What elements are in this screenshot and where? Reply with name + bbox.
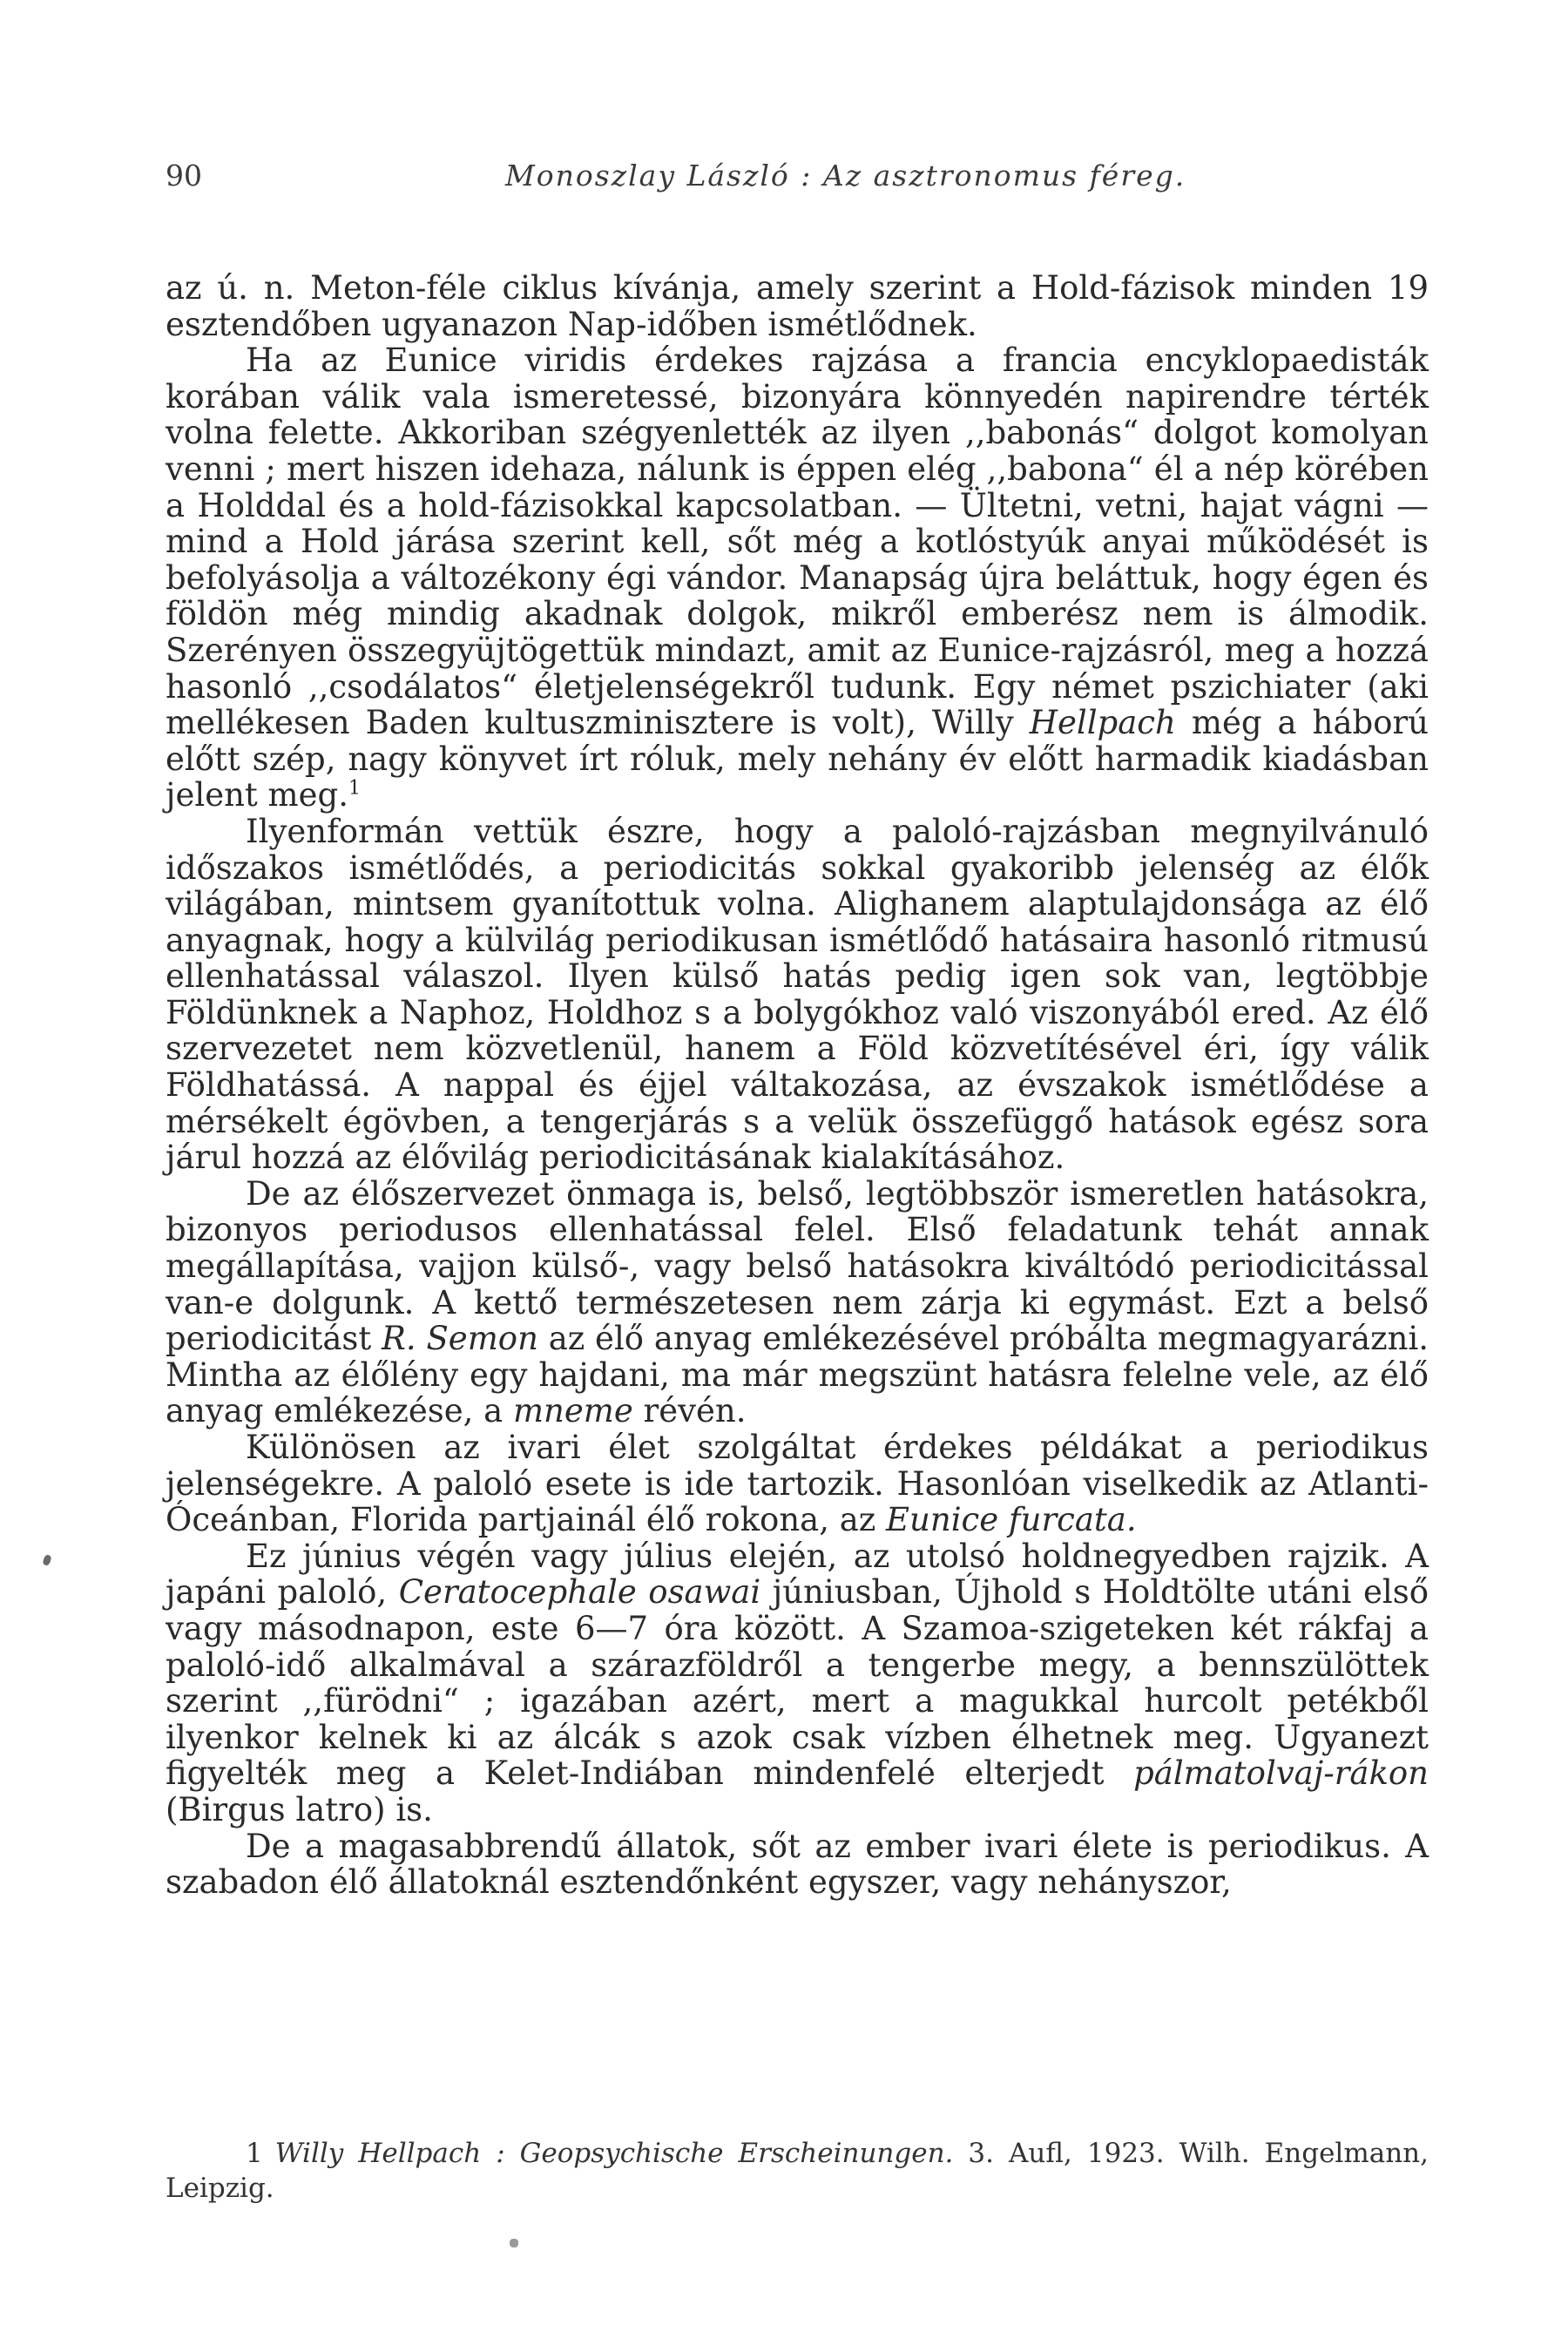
paragraph-text: révén. [632,1392,747,1430]
paragraph [166,342,1429,814]
footnote-text [166,2136,1429,2206]
footnote-citation-title: Willy Hellpach : Geopsychische Erscheinungen. [274,2138,954,2169]
paragraph-text: (Birgus latro) is. [166,1790,433,1828]
paragraph [166,270,1429,342]
italic-term: pálmatolvaj-rákon [1133,1754,1429,1793]
paragraph [166,1828,1429,1901]
paragraph [166,1429,1429,1538]
paragraph-text: Ez június végén vagy július elején, az utolsó holdnegyedben rajzik. A japáni paloló, [166,1537,1429,1612]
italic-name: R. Semon [382,1320,538,1358]
print-speck [510,2239,518,2247]
italic-name: Hellpach [1029,704,1176,742]
print-speck [42,1554,52,1566]
italic-species: Eunice furcata. [886,1501,1137,1539]
italic-species: Ceratocephale osawai [398,1573,761,1612]
footnote-citation-rest: 3. Aufl, 1923. Wilh. Engelmann, Leipzig. [166,2138,1429,2204]
paragraph-text: az ú. n. Meton-féle ciklus kívánja, amely szerint a Hold-fázisok minden 19 esztendőben ugyanazon Nap-időben ismétlődnek. [166,269,1429,343]
paragraph-text: Ha az Eunice viridis érdekes rajzása a francia encyklopaedisták korában válik vala ismeretessé, bizonyára könnyedén napirendre térték volna felette. Akkoriban szégyenlették az ilyen ,,babonás“ dolgot komolyan venni ; mert hiszen idehaza, nálunk is éppen elég ,,babona“ él a nép körében a Holddal és a hold-fázisokkal kapcsolatban. — Ültetni, vetni, hajat vágni — mind a Hold járása szerint kell, sőt még a kotlóstyúk anyai működését is befolyásolja a változékony égi vándor. Manapság újra beláttuk, hogy égen és földön még mindig akadnak dolgok, mikről emberész nem is álmodik. Szerényen összegyüjtögettük mindazt, amit az Eunice-rajzásról, meg a hozzá hasonló ,,csodálatos“ életjelenségekről tudunk. Egy német pszichiater (aki mellékesen Baden kultuszminisztere is volt), Willy [166,341,1429,742]
paragraph [166,1538,1429,1828]
footnote-marker: 1 [246,2138,263,2169]
paragraph-text: Különösen az ivari élet szolgáltat érdekes példákat a periodikus jelenségekre. A paloló esete is ide tartozik. Hasonlóan viselkedik az Atlanti-Óceánban, Florida partjainál élő rokona, az [166,1429,1429,1539]
running-head: Monoszlay László : Az asztronomus féreg. [505,159,1186,193]
footnote-reference: 1 [348,777,361,800]
italic-term: mneme [512,1392,633,1430]
paragraph-text: júniusban, Újhold s Holdtölte utáni első vagy másodnapon, este 6—7 óra között. A Szamoa-szigeteken két rákfaj a paloló-idő alkalmával a szárazföldről a tengerbe megy, a bennszülöttek szerint ,,fürödni“ ; igazában azért, mert a magukkal hurcolt petékből ilyenkor kelnek ki az álcák s azok csak vízben élhetnek meg. Ugyanezt figyelték meg a Kelet-Indiában mindenfelé elterjedt [166,1573,1429,1793]
paragraph-text: De a magasabbrendű állatok, sőt az ember ivari élete is periodikus. A szabadon élő állatoknál esztendőnként egyszer, vagy nehányszor, [166,1827,1429,1902]
paragraph-text: De az élőszervezet önmaga is, belső, legtöbbször ismeretlen hatásokra, bizonyos periodusos ellenhatással felel. Első feladatunk tehát annak megállapítása, vajjon külső-, vagy belső hatásokra kiváltódó periodicitással van-e dolgunk. A kettő természetesen nem zárja ki egymást. Ezt a belső periodicitást [166,1174,1429,1358]
paragraph-text: Ilyenformán vettük észre, hogy a paloló-rajzásban megnyilvánuló időszakos ismétlődés, a periodicitás sokkal gyakoribb jelenség az élők világában, mintsem gyanítottuk volna. Alighanem alaptulajdonsága az élő anyagnak, hogy a külvilág periodikusan ismétlődő hatásaira hasonló ritmusú ellenhatással válaszol. Ilyen külső hatás pedig igen sok van, legtöbbje Földünknek a Naphoz, Holdhoz s a bolygókhoz való viszonyából ered. Az élő szervezetet nem közvetlenül, hanem a Föld közvetítésével éri, így válik Földhatássá. A nappal és éjjel váltakozása, az évszakok ismétlődése a mérsékelt égövben, a tengerjárás s a velük összefüggő hatások egész sora járul hozzá az élővilág periodicitásának kialakításához. [166,812,1429,1177]
paragraph [166,1176,1429,1429]
footnote [166,2136,1429,2206]
paragraph-text: még a háború előtt szép, nagy könyvet írt róluk, mely nehány év előtt harmadik kiadásban jelent meg. [166,704,1429,814]
page-header [166,155,1429,197]
paragraph [166,814,1429,1176]
page-number: 90 [166,159,202,193]
paragraph-text: az élő anyag emlékezésével próbálta megmagyarázni. Mintha az élőlény egy hajdani, ma már megszünt hatásra felelne vele, az élő anyag emlékezése, a [166,1320,1429,1430]
body-text [166,270,1429,1901]
